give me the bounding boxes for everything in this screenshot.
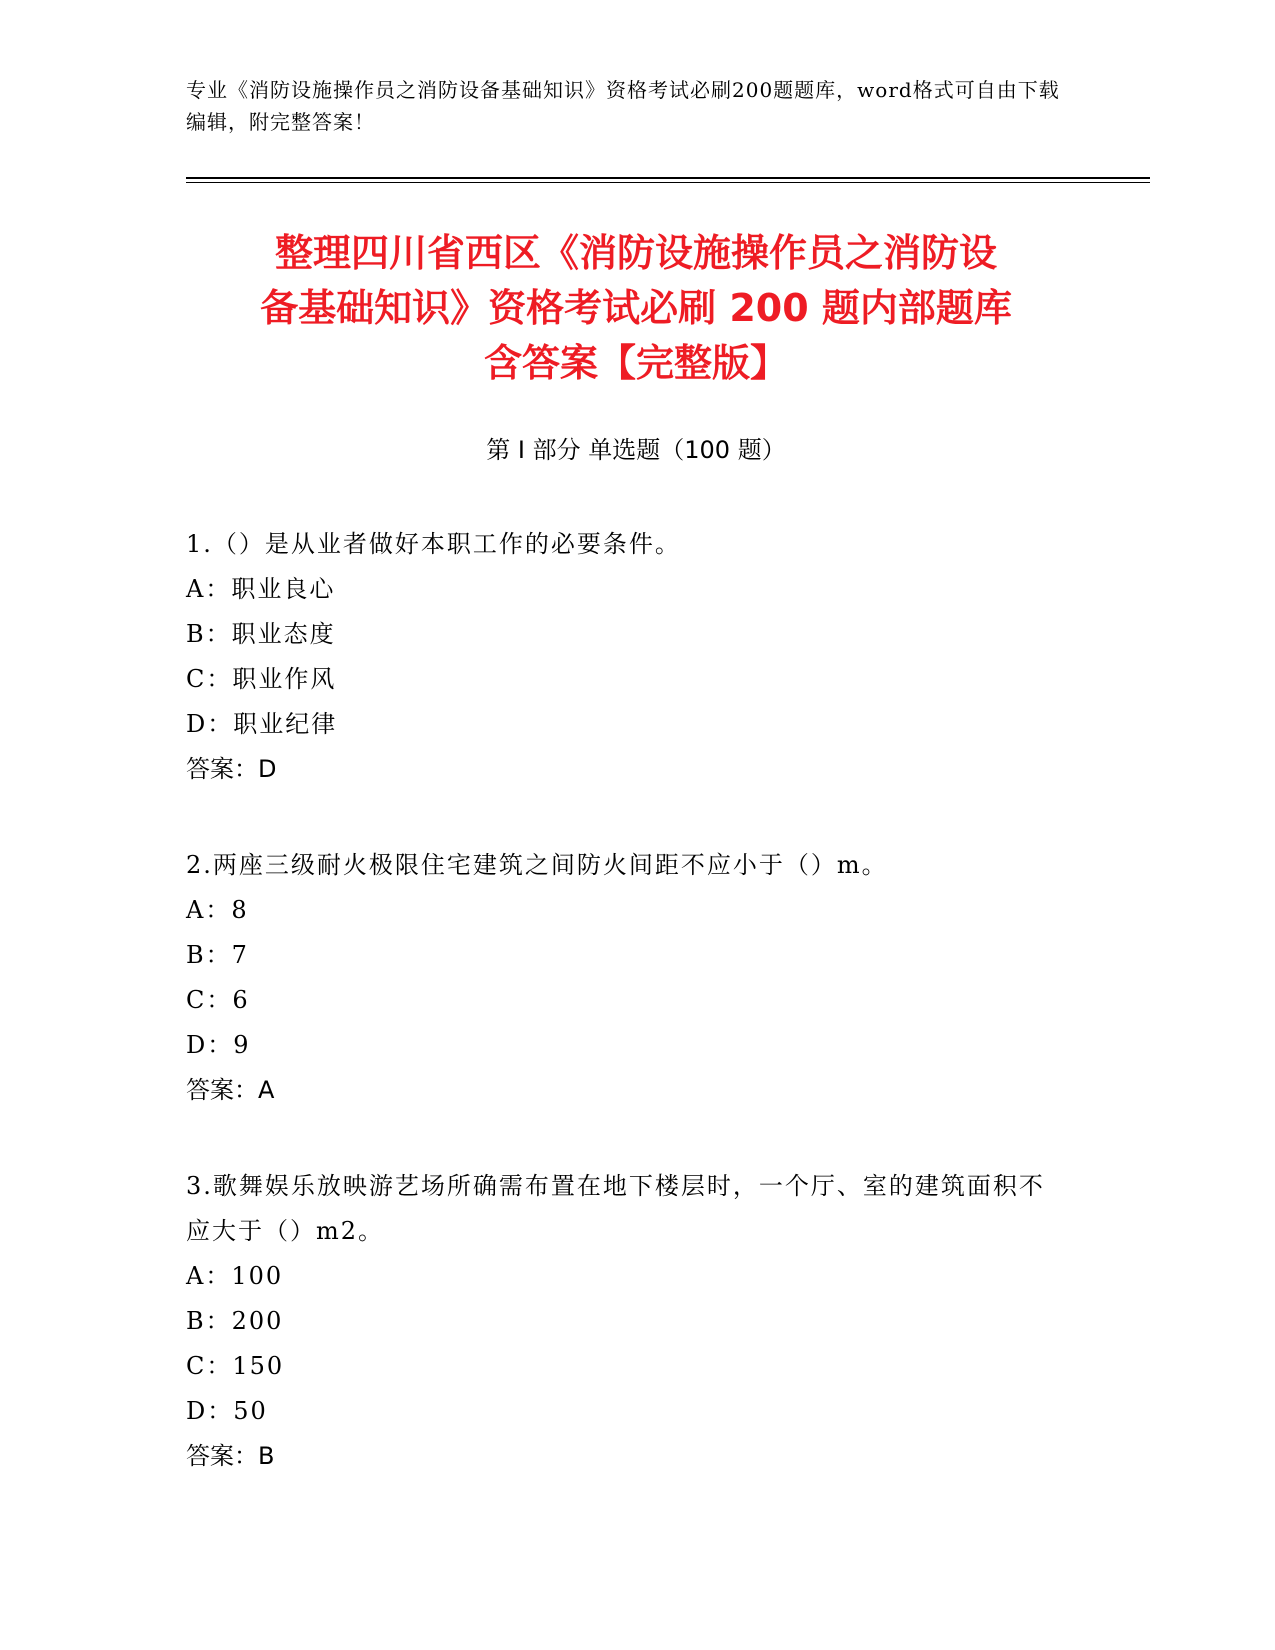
answer: 答案：B [186, 1442, 275, 1470]
question-list [186, 522, 1066, 1530]
option-d: D：职业纪律 [186, 710, 338, 738]
option-b: B：职业态度 [186, 620, 336, 648]
header-divider-thick [186, 177, 1150, 179]
document-title-line-3: 含答案【完整版】 [483, 341, 788, 385]
option-c: C：6 [186, 986, 250, 1014]
header-divider-thin [186, 182, 1150, 183]
question-3 [186, 1164, 1066, 1479]
document-title [186, 226, 1086, 391]
question-2 [186, 843, 1066, 1113]
answer: 答案：A [186, 1076, 275, 1104]
option-a: A：职业良心 [186, 575, 336, 603]
option-c: C：职业作风 [186, 665, 337, 693]
question-stem: 2.两座三级耐火极限住宅建筑之间防火间距不应小于（）m。 [186, 851, 888, 879]
question-stem: 3.歌舞娱乐放映游艺场所确需布置在地下楼层时，一个厅、室的建筑面积不应大于（）m2。 [186, 1172, 1045, 1245]
option-a: A：100 [186, 1262, 284, 1290]
option-d: D：9 [186, 1031, 251, 1059]
option-c: C：150 [186, 1352, 285, 1380]
option-b: B：200 [186, 1307, 284, 1335]
question-1 [186, 522, 1066, 792]
header-note: 专业《消防设施操作员之消防设备基础知识》资格考试必刷200题题库，word格式可自由下载编辑，附完整答案！ [186, 78, 1060, 134]
document-title-line-1: 整理四川省西区《消防设施操作员之消防设 [274, 231, 997, 275]
option-a: A：8 [186, 896, 249, 924]
answer: 答案：D [186, 755, 277, 783]
option-d: D：50 [186, 1397, 268, 1425]
section-title: 第 I 部分 单选题（100 题） [486, 436, 786, 464]
question-stem: 1.（）是从业者做好本职工作的必要条件。 [186, 530, 681, 558]
option-b: B：7 [186, 941, 249, 969]
document-title-line-2: 备基础知识》资格考试必刷 200 题内部题库 [260, 286, 1012, 330]
